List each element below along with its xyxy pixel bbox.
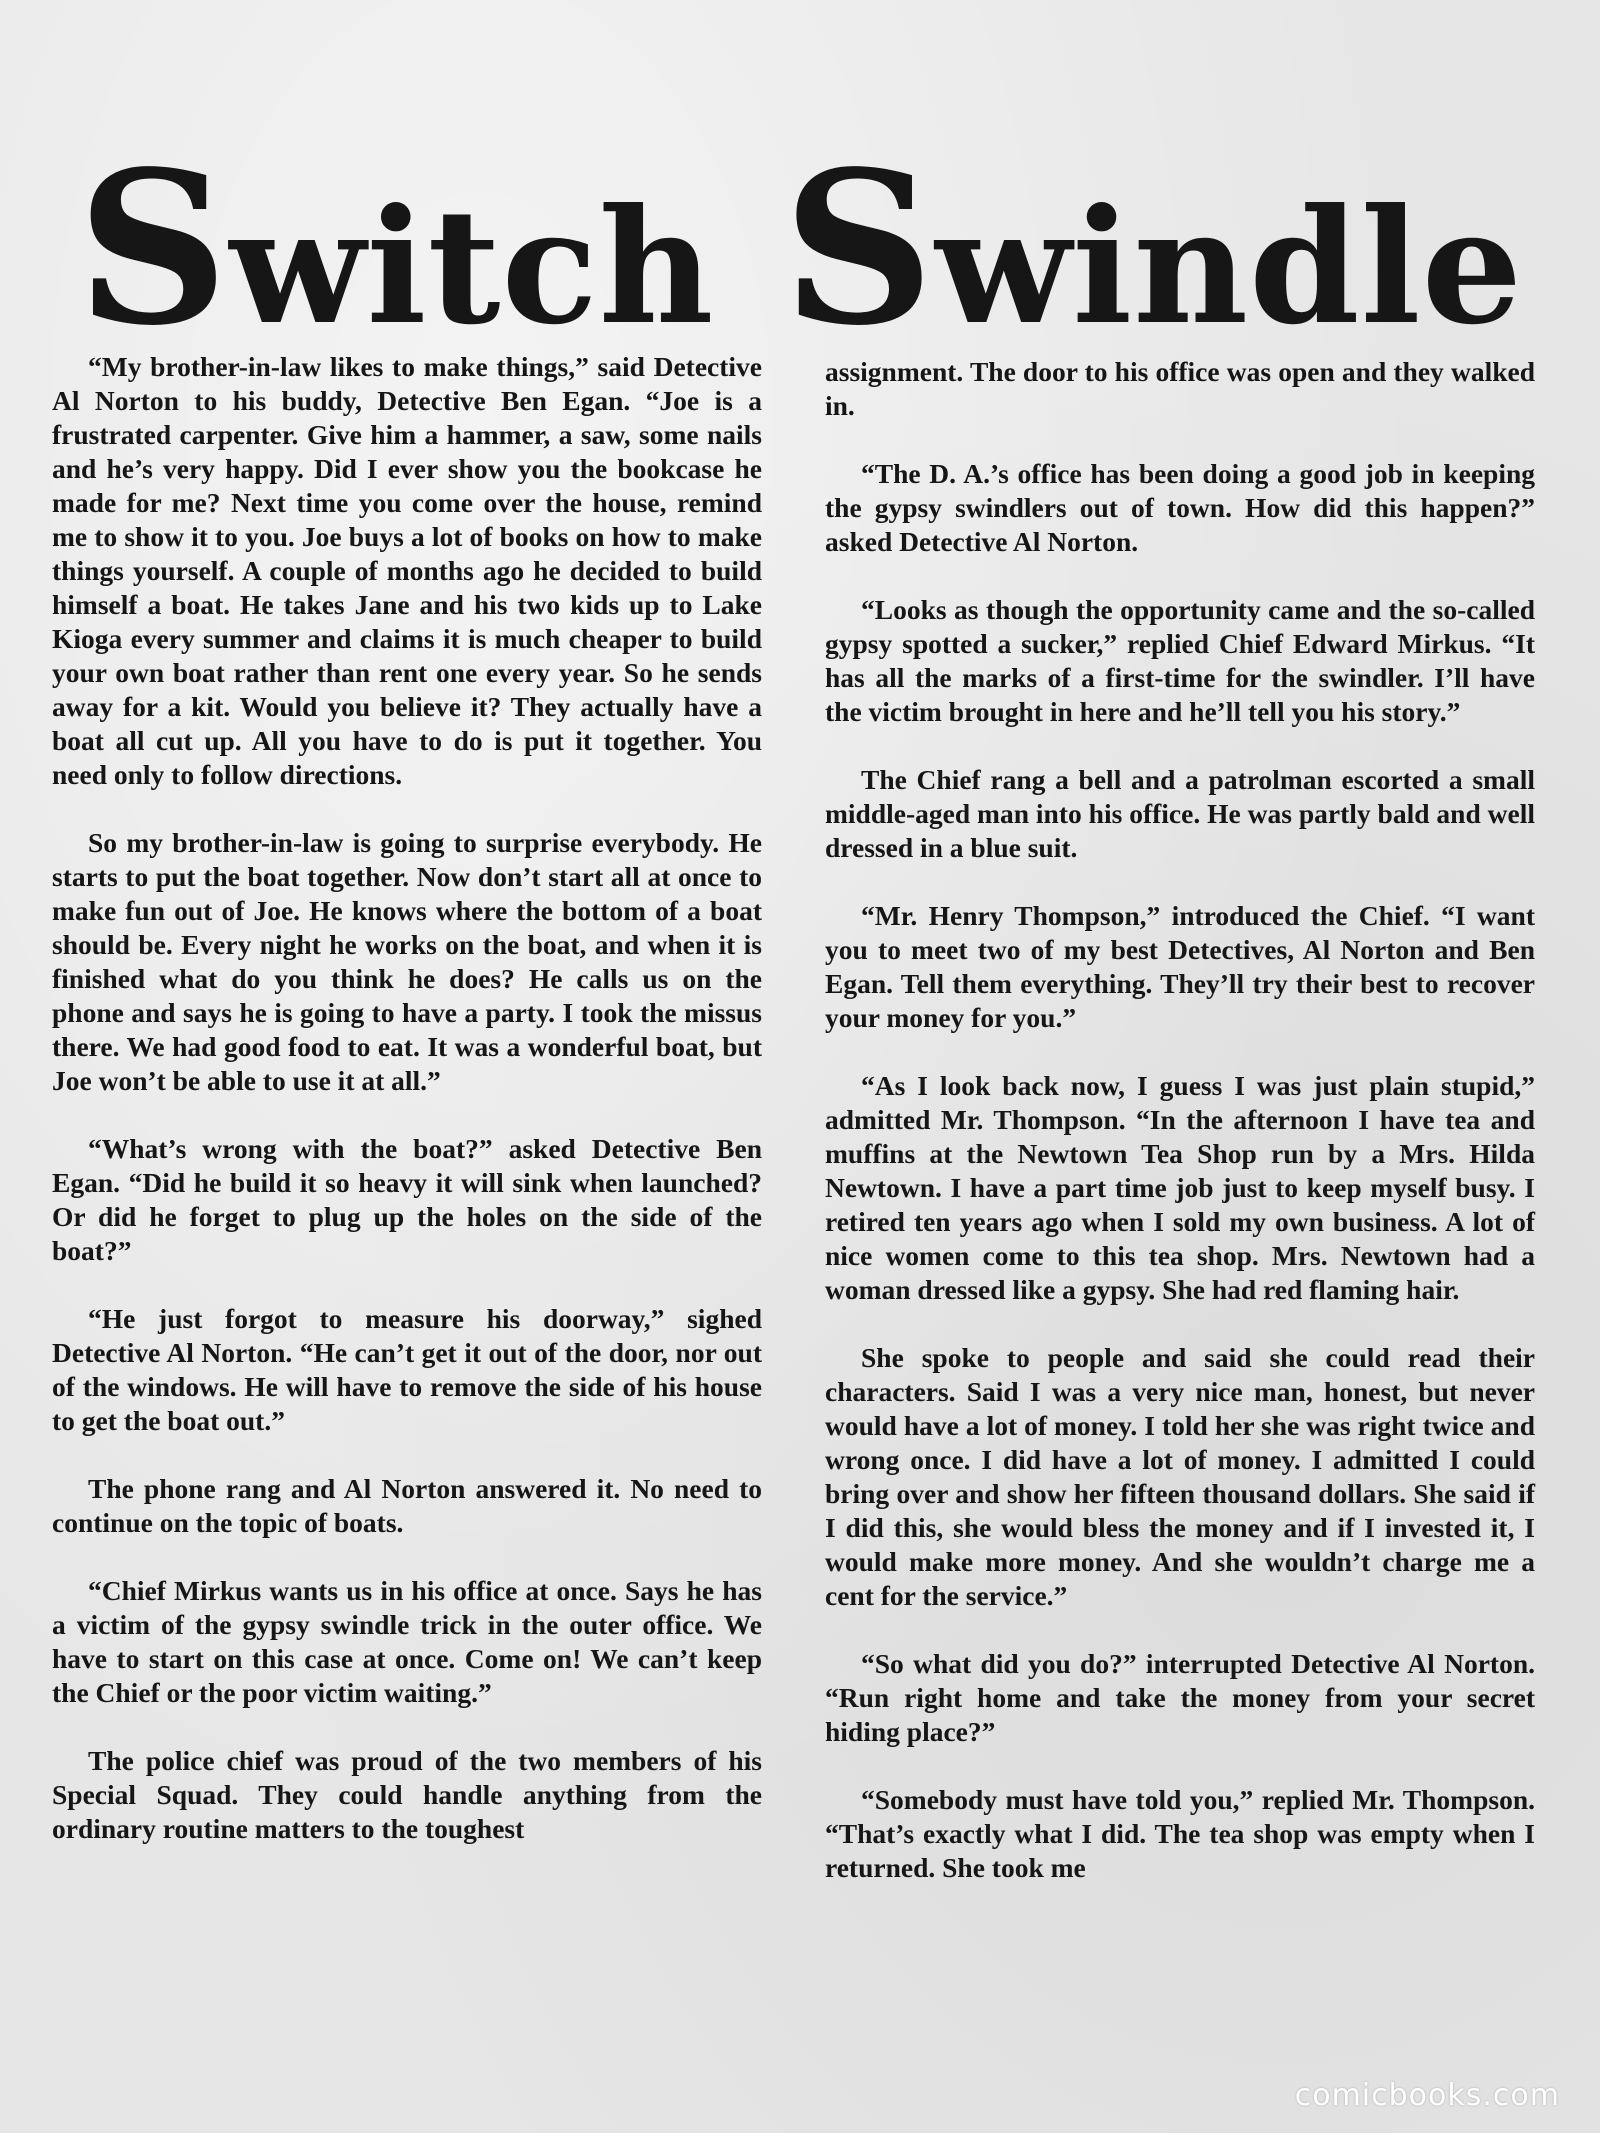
paragraph: “My brother-in-law likes to make things,” said Detective Al Norton to his buddy, Detective Ben Egan. “Joe is a frustrated carpenter. Give him a hammer, a saw, some nails and he’s very happy. Did I ever show you the bookcase he made for me? Next time you come over the house, remind me to show it to you. Joe buys a lot of books on how to make things yourself. A couple of months ago he decided to build himself a boat. He takes Jane and his two kids up to Lake Kioga every summer and claims it is much cheaper to build your own boat rather than rent one every year. So he sends away for a kit. Would you believe it? They actually have a boat all cut up. All you have to do is put it together. You need only to follow directions. <box>52 351 762 790</box>
paragraph: “Looks as though the opportunity came and the so-called gypsy spotted a sucker,” replied Chief Edward Mirkus. “It has all the marks of a first-time for the swindler. I’ll have the victim brought in here and he’ll tell you his story.” <box>825 594 1535 727</box>
paragraph: The phone rang and Al Norton answered it. No need to continue on the topic of boats. <box>52 1473 762 1538</box>
paragraph: So my brother-in-law is going to surprise everybody. He starts to put the boat together. Now don’t start all at once to make fun out of Joe. He knows where the bottom of a boat should be. Every night he works on the boat, and when it is finished what do you think he does? He calls us on the phone and says he is going to have a party. I took the missus there. We had good food to eat. It was a wonderful boat, but Joe won’t be able to use it at all.” <box>52 827 762 1096</box>
paragraph: The police chief was proud of the two members of his Special Squad. They could handle anything from the ordinary routine matters to the toughest <box>52 1745 762 1844</box>
paragraph: The Chief rang a bell and a patrolman escorted a small middle-aged man into his office. He was partly bald and well dressed in a blue suit. <box>825 764 1535 863</box>
watermark: comicbooks.com <box>1294 2078 1560 2113</box>
paragraph: “Somebody must have told you,” replied Mr. Thompson. “That’s exactly what I did. The tea shop was empty when I returned. She took me <box>825 1784 1535 1883</box>
paragraph: “The D. A.’s office has been doing a good job in keeping the gypsy swindlers out of town. How did this happen?” asked Detective Al Norton. <box>825 458 1535 557</box>
paragraph: “So what did you do?” interrupted Detective Al Norton. “Run right home and take the money from your secret hiding place?” <box>825 1648 1535 1747</box>
paragraph: “What’s wrong with the boat?” asked Detective Ben Egan. “Did he build it so heavy it will sink when launched? Or did he forget to plug up the holes on the side of the boat?” <box>52 1133 762 1266</box>
right-text-column <box>825 355 1535 1919</box>
paragraph: assignment. The door to his office was open and they walked in. <box>825 356 1535 421</box>
paragraph: She spoke to people and said she could read their characters. Said I was a very nice man, honest, but never would have a lot of money. I told her she was right twice and wrong once. I did have a lot of money. I admitted I could bring over and show her fifteen thousand dollars. She said if I did this, she would bless the money and if I invested it, I would make more money. And she wouldn’t charge me a cent for the service.” <box>825 1342 1535 1611</box>
title-word-swindle: Swindle <box>782 124 1524 372</box>
left-text-column <box>52 350 762 1880</box>
title-word-switch: Switch <box>76 124 715 372</box>
paragraph: “As I look back now, I guess I was just plain stupid,” admitted Mr. Thompson. “In the afternoon I have tea and muffins at the Newtown Tea Shop run by a Mrs. Hilda Newtown. I have a part time job just to keep myself busy. I retired ten years ago when I sold my own business. A lot of nice women come to this tea shop. Mrs. Newtown had a woman dressed like a gypsy. She had red flaming hair. <box>825 1070 1535 1305</box>
paragraph: “Chief Mirkus wants us in his office at once. Says he has a victim of the gypsy swindle trick in the outer office. We have to start on this case at once. Come on! We can’t keep the Chief or the poor victim waiting.” <box>52 1575 762 1708</box>
paragraph: “He just forgot to measure his doorway,” sighed Detective Al Norton. “He can’t get it out of the door, nor out of the windows. He will have to remove the side of his house to get the boat out.” <box>52 1303 762 1436</box>
paragraph: “Mr. Henry Thompson,” introduced the Chief. “I want you to meet two of my best Detectives, Al Norton and Ben Egan. Tell them everything. They’ll try their best to recover your money for you.” <box>825 900 1535 1033</box>
story-title <box>0 124 1600 372</box>
